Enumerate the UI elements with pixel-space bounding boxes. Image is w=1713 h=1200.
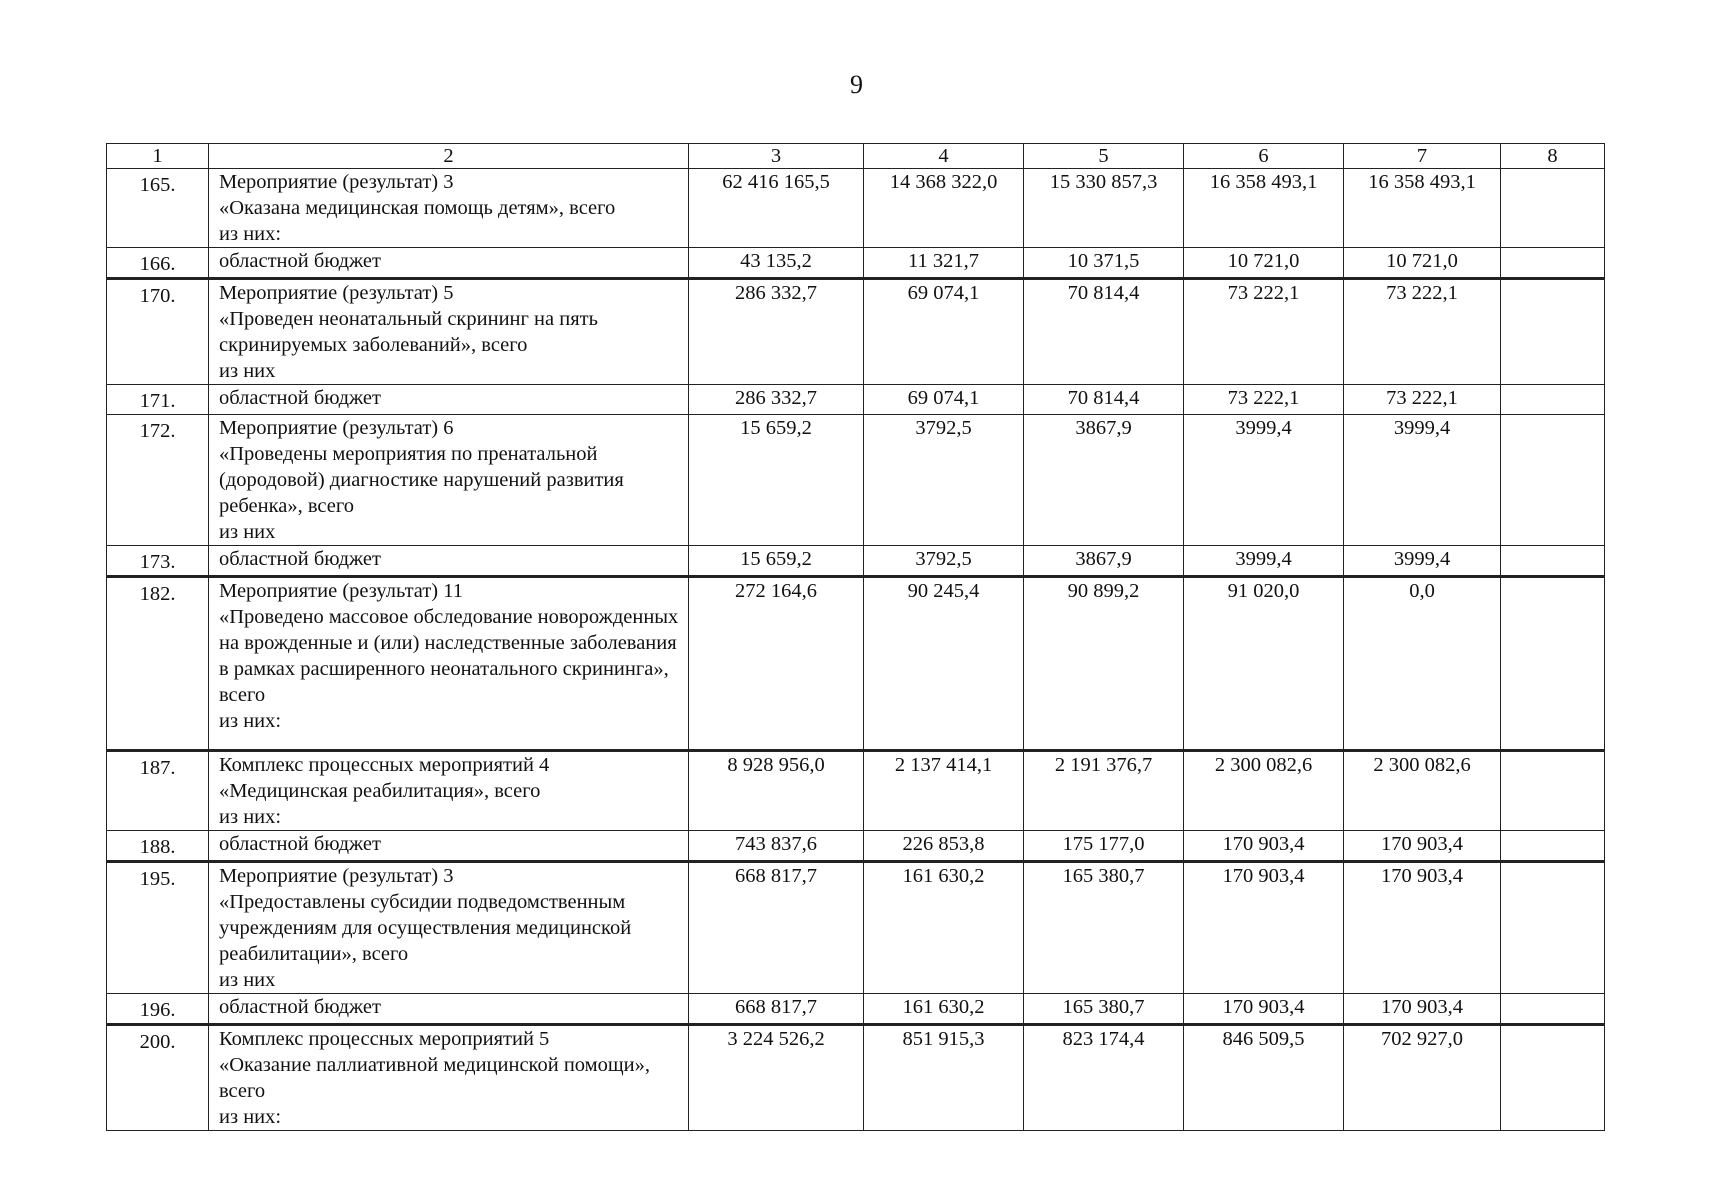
- value-col-5: 3867,9: [1024, 546, 1184, 577]
- value-col-8: [1501, 1025, 1605, 1131]
- value-col-7: 2 300 082,6: [1344, 751, 1501, 831]
- value-col-7: 170 903,4: [1344, 831, 1501, 862]
- column-number-header: 3: [689, 144, 864, 169]
- table-row: [107, 1025, 1605, 1131]
- row-number: 195.: [107, 862, 209, 994]
- value-col-8: [1501, 279, 1605, 385]
- value-col-7: 16 358 493,1: [1344, 169, 1501, 248]
- value-col-3: 668 817,7: [689, 862, 864, 994]
- row-description: Мероприятие (результат) 3 «Оказана медицинская помощь детям», всего из них:: [209, 169, 689, 248]
- table-row: [107, 279, 1605, 385]
- value-col-6: 73 222,1: [1184, 385, 1344, 415]
- row-number: 196.: [107, 994, 209, 1025]
- value-col-7: 3999,4: [1344, 415, 1501, 546]
- row-number: 171.: [107, 385, 209, 415]
- value-col-7: 170 903,4: [1344, 994, 1501, 1025]
- table-row: [107, 546, 1605, 577]
- value-col-5: 3867,9: [1024, 415, 1184, 546]
- value-col-4: 2 137 414,1: [864, 751, 1024, 831]
- value-col-3: 668 817,7: [689, 994, 864, 1025]
- column-number-header: 1: [107, 144, 209, 169]
- table-row: [107, 994, 1605, 1025]
- value-col-6: 846 509,5: [1184, 1025, 1344, 1131]
- value-col-4: 851 915,3: [864, 1025, 1024, 1131]
- value-col-4: 90 245,4: [864, 577, 1024, 751]
- value-col-6: 73 222,1: [1184, 279, 1344, 385]
- table-row: [107, 248, 1605, 279]
- value-col-4: 161 630,2: [864, 862, 1024, 994]
- row-description: Мероприятие (результат) 5 «Проведен неонатальный скрининг на пять скринируемых заболеваний», всего из них: [209, 279, 689, 385]
- table-row: [107, 169, 1605, 248]
- value-col-5: 2 191 376,7: [1024, 751, 1184, 831]
- value-col-4: 11 321,7: [864, 248, 1024, 279]
- row-description: областной бюджет: [209, 994, 689, 1025]
- budget-table-container: [106, 143, 1604, 1131]
- value-col-6: 170 903,4: [1184, 994, 1344, 1025]
- row-number: 172.: [107, 415, 209, 546]
- value-col-8: [1501, 577, 1605, 751]
- value-col-5: 90 899,2: [1024, 577, 1184, 751]
- value-col-8: [1501, 994, 1605, 1025]
- row-description: областной бюджет: [209, 248, 689, 279]
- row-description: областной бюджет: [209, 385, 689, 415]
- table-row: [107, 577, 1605, 751]
- row-number: 187.: [107, 751, 209, 831]
- value-col-4: 161 630,2: [864, 994, 1024, 1025]
- table-header-row: [107, 144, 1605, 169]
- value-col-8: [1501, 385, 1605, 415]
- value-col-6: 3999,4: [1184, 546, 1344, 577]
- value-col-3: 286 332,7: [689, 385, 864, 415]
- value-col-4: 14 368 322,0: [864, 169, 1024, 248]
- value-col-4: 226 853,8: [864, 831, 1024, 862]
- value-col-4: 69 074,1: [864, 279, 1024, 385]
- budget-table: [106, 143, 1605, 1131]
- value-col-6: 170 903,4: [1184, 831, 1344, 862]
- value-col-7: 170 903,4: [1344, 862, 1501, 994]
- value-col-5: 165 380,7: [1024, 862, 1184, 994]
- value-col-8: [1501, 862, 1605, 994]
- row-description: областной бюджет: [209, 546, 689, 577]
- row-number: 182.: [107, 577, 209, 751]
- value-col-5: 823 174,4: [1024, 1025, 1184, 1131]
- value-col-4: 3792,5: [864, 415, 1024, 546]
- value-col-3: 743 837,6: [689, 831, 864, 862]
- row-number: 188.: [107, 831, 209, 862]
- column-number-header: 5: [1024, 144, 1184, 169]
- value-col-3: 3 224 526,2: [689, 1025, 864, 1131]
- table-row: [107, 415, 1605, 546]
- value-col-3: 62 416 165,5: [689, 169, 864, 248]
- row-description: Комплекс процессных мероприятий 4 «Медицинская реабилитация», всего из них:: [209, 751, 689, 831]
- value-col-6: 170 903,4: [1184, 862, 1344, 994]
- page-number: 9: [850, 70, 863, 99]
- value-col-7: 702 927,0: [1344, 1025, 1501, 1131]
- column-number-header: 2: [209, 144, 689, 169]
- value-col-4: 69 074,1: [864, 385, 1024, 415]
- value-col-3: 15 659,2: [689, 415, 864, 546]
- value-col-6: 3999,4: [1184, 415, 1344, 546]
- value-col-8: [1501, 415, 1605, 546]
- value-col-6: 91 020,0: [1184, 577, 1344, 751]
- value-col-6: 16 358 493,1: [1184, 169, 1344, 248]
- value-col-8: [1501, 169, 1605, 248]
- table-row: [107, 862, 1605, 994]
- row-description: Комплекс процессных мероприятий 5 «Оказание паллиативной медицинской помощи», всего из них:: [209, 1025, 689, 1131]
- value-col-3: 43 135,2: [689, 248, 864, 279]
- value-col-5: 175 177,0: [1024, 831, 1184, 862]
- value-col-7: 73 222,1: [1344, 279, 1501, 385]
- value-col-7: 10 721,0: [1344, 248, 1501, 279]
- row-number: 200.: [107, 1025, 209, 1131]
- row-description: Мероприятие (результат) 6 «Проведены мероприятия по пренатальной (дородовой) диагностике нарушений развития ребенка», всего из них: [209, 415, 689, 546]
- row-number: 165.: [107, 169, 209, 248]
- value-col-5: 15 330 857,3: [1024, 169, 1184, 248]
- column-number-header: 4: [864, 144, 1024, 169]
- value-col-6: 2 300 082,6: [1184, 751, 1344, 831]
- column-number-header: 7: [1344, 144, 1501, 169]
- value-col-7: 0,0: [1344, 577, 1501, 751]
- row-description: Мероприятие (результат) 11 «Проведено массовое обследование новорожденных на врожденные и (или) наследственные заболевания в рамках расширенного неонатального скрининга», всего из них:: [209, 577, 689, 751]
- budget-table-body: [107, 144, 1605, 1131]
- table-row: [107, 831, 1605, 862]
- row-number: 170.: [107, 279, 209, 385]
- row-number: 173.: [107, 546, 209, 577]
- row-number: 166.: [107, 248, 209, 279]
- value-col-5: 165 380,7: [1024, 994, 1184, 1025]
- value-col-7: 3999,4: [1344, 546, 1501, 577]
- value-col-7: 73 222,1: [1344, 385, 1501, 415]
- row-description: Мероприятие (результат) 3 «Предоставлены субсидии подведомственным учреждениям для осуществления медицинской реабилитации», всего из них: [209, 862, 689, 994]
- value-col-6: 10 721,0: [1184, 248, 1344, 279]
- value-col-8: [1501, 831, 1605, 862]
- value-col-5: 70 814,4: [1024, 279, 1184, 385]
- value-col-8: [1501, 751, 1605, 831]
- value-col-3: 15 659,2: [689, 546, 864, 577]
- value-col-3: 272 164,6: [689, 577, 864, 751]
- table-row: [107, 385, 1605, 415]
- column-number-header: 6: [1184, 144, 1344, 169]
- value-col-4: 3792,5: [864, 546, 1024, 577]
- column-number-header: 8: [1501, 144, 1605, 169]
- value-col-3: 286 332,7: [689, 279, 864, 385]
- value-col-8: [1501, 546, 1605, 577]
- row-description: областной бюджет: [209, 831, 689, 862]
- value-col-5: 10 371,5: [1024, 248, 1184, 279]
- value-col-3: 8 928 956,0: [689, 751, 864, 831]
- value-col-8: [1501, 248, 1605, 279]
- table-row: [107, 751, 1605, 831]
- value-col-5: 70 814,4: [1024, 385, 1184, 415]
